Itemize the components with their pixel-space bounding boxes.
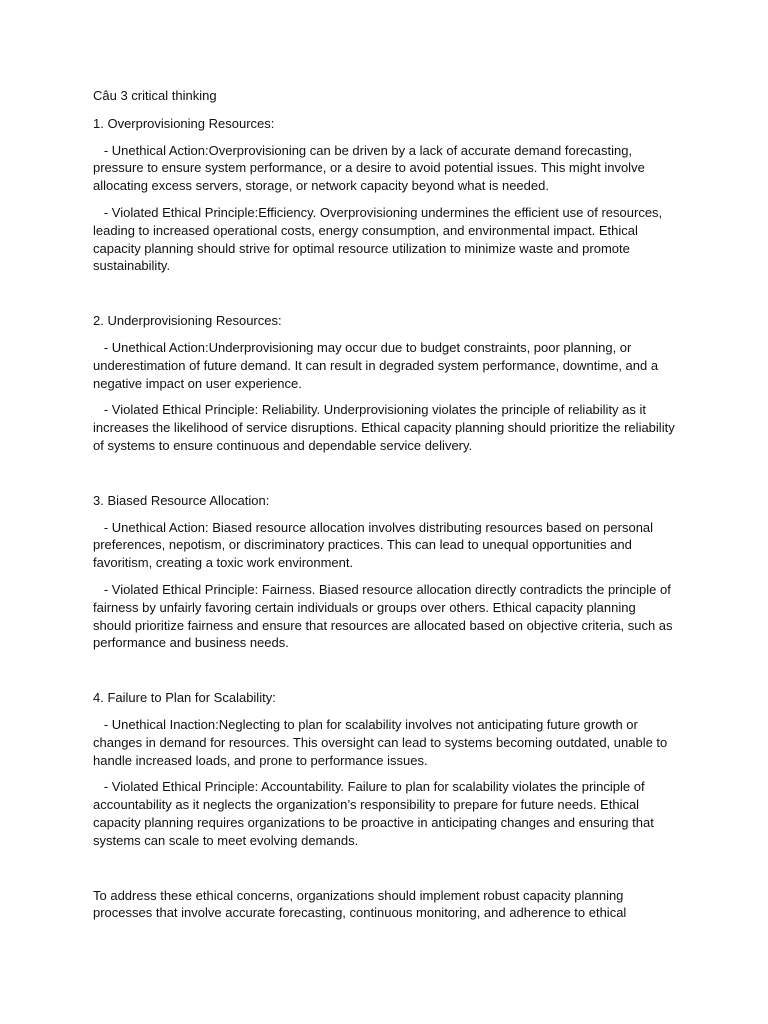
section-paragraph: - Violated Ethical Principle:Efficiency. Overprovisioning undermines the efficient use of resources, leading to increased operational costs, energy consumption, and environmental impact. Ethical capacity planning should strive for optimal resource utilization to minimize waste and promote sustainability. [93,204,666,274]
section-underprovisioning [93,312,677,455]
section-paragraph: - Unethical Action:Underprovisioning may occur due to budget constraints, poor planning, or underestimation of future demand. It can result in degraded system performance, downtime, and a negative impact on user experience. [93,339,662,391]
section-paragraph: - Unethical Action: Biased resource allocation involves distributing resources based on personal preferences, nepotism, or discriminatory practices. This can lead to unequal opportunities and favoritism, creating a toxic work environment. [93,519,657,571]
section-overprovisioning [93,115,677,275]
section-paragraph: - Violated Ethical Principle: Accountability. Failure to plan for scalability violates the principle of accountability as it neglects the organization’s responsibility to prepare for future needs. Ethical capacity planning requires organizations to be proactive in anticipating changes and ensuring that systems can scale to meet evolving demands. [93,779,658,848]
section-paragraph: - Violated Ethical Principle: Reliability. Underprovisioning violates the principle of reliability as it increases the likelihood of service disruptions. Ethical capacity planning should prioritize the reliability of systems to ensure continuous and dependable service delivery. [93,402,679,453]
section-biased-allocation [93,492,677,652]
section-heading: 2. Underprovisioning Resources: [93,313,282,329]
section-paragraph: - Unethical Inaction:Neglecting to plan for scalability involves not anticipating future growth or changes in demand for resources. This oversight can lead to systems becoming outdated, unable to handle increased loads, and prone to performance issues. [93,716,671,768]
section-paragraph: - Violated Ethical Principle: Fairness. Biased resource allocation directly contradicts the principle of fairness by unfairly favoring certain individuals or groups over others. Ethical capacity planning should prioritize fairness and ensure that resources are allocated based on objective criteria, such as performance and business needs. [93,581,677,651]
section-heading: 1. Overprovisioning Resources: [93,115,275,131]
section-heading: 3. Biased Resource Allocation: [93,492,270,508]
document-title: Câu 3 critical thinking [93,88,217,103]
section-heading: 4. Failure to Plan for Scalability: [93,690,276,706]
document-page [93,87,677,931]
section-paragraph: - Unethical Action:Overprovisioning can be driven by a lack of accurate demand forecasting, pressure to ensure system performance, or a desire to avoid potential issues. This might involve allocating excess servers, storage, or network capacity beyond what is needed. [93,142,649,194]
section-scalability [93,689,677,849]
conclusion-paragraph: To address these ethical concerns, organizations should implement robust capacity planning processes that involve accurate forecasting, continuous monitoring, and adherence to ethical [93,887,627,921]
